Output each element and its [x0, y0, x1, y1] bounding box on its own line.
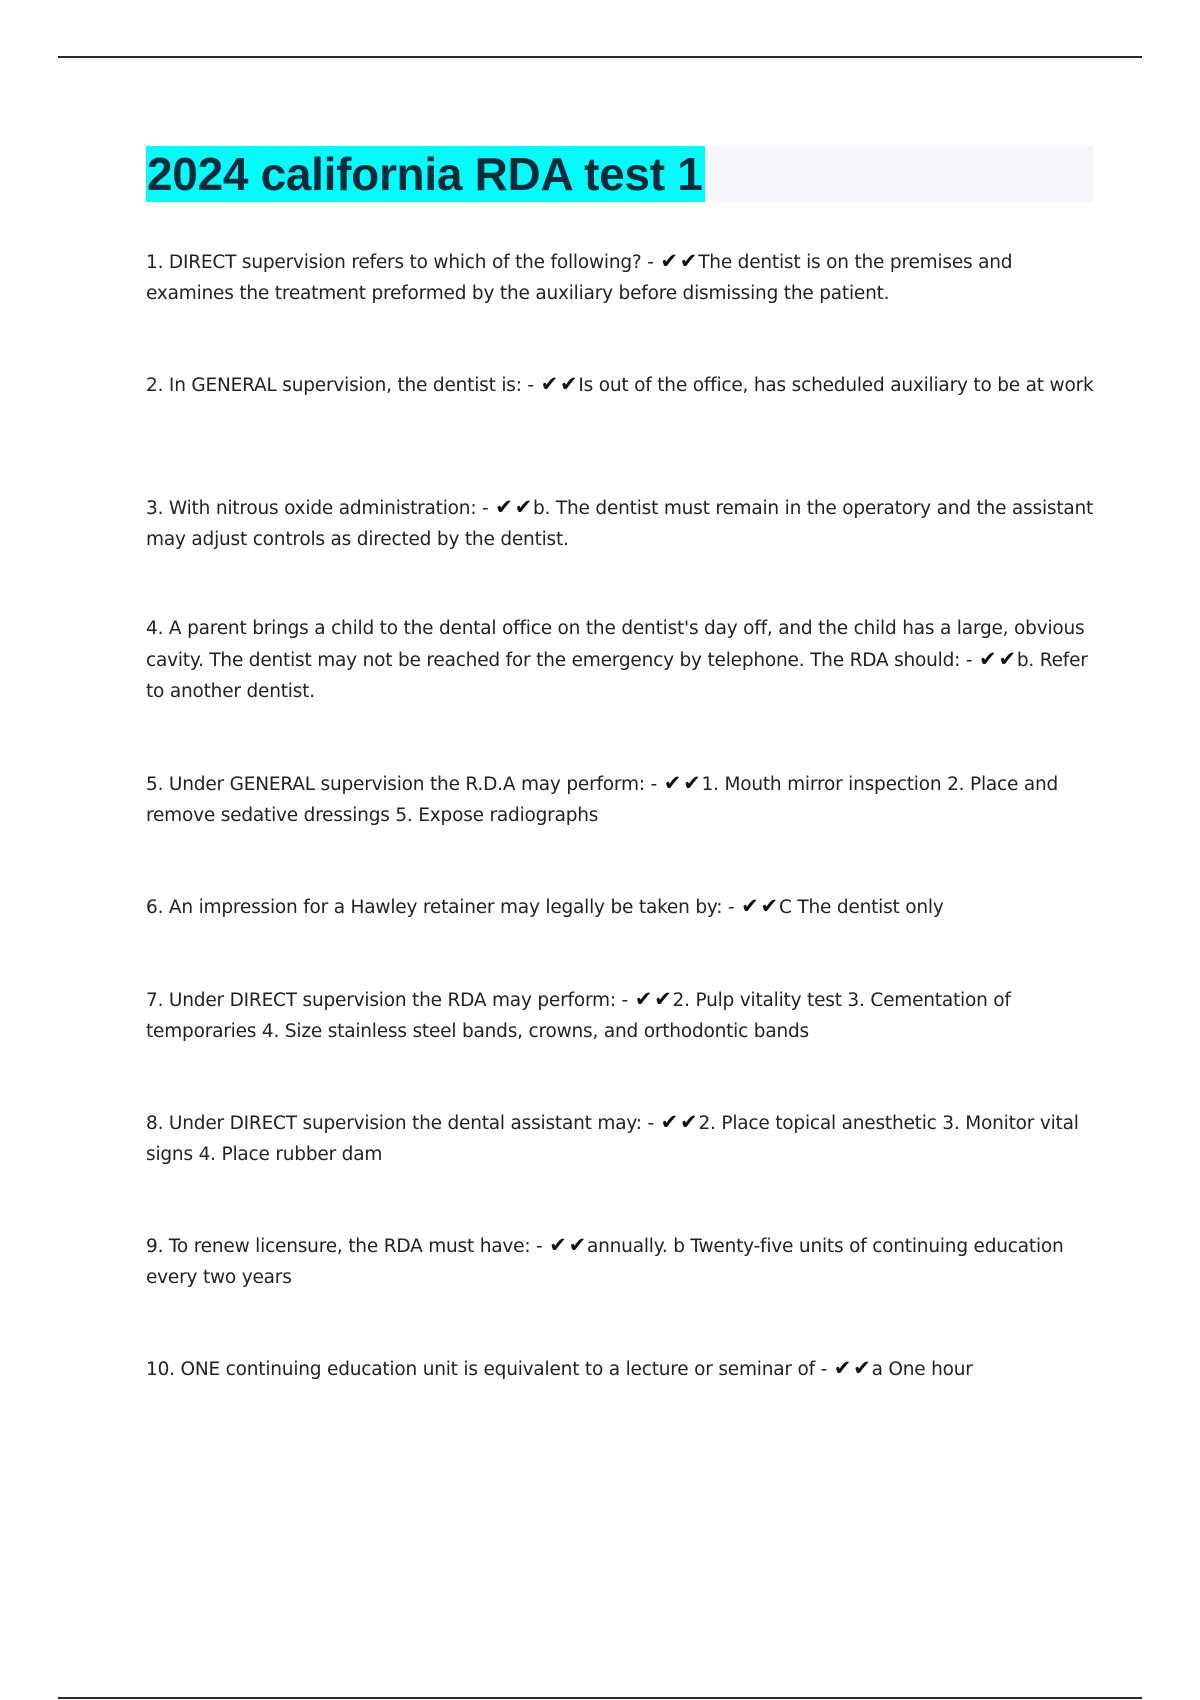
question-text: 3. With nitrous oxide administration: -	[146, 498, 495, 519]
check-icon: ✔	[540, 372, 558, 396]
answer-text: Is out of the office, has scheduled auxiliary to be at work	[578, 375, 1094, 396]
answer-text: 2. Pulp vitality test 3. Cementation of temporaries 4. Size stainless steel bands, crowns, and orthodontic bands	[146, 990, 1011, 1042]
check-icon: ✔	[680, 1110, 698, 1134]
check-icon: ✔	[559, 372, 578, 396]
qa-item-9	[146, 1230, 1096, 1293]
question-text: 10. ONE continuing education unit is equivalent to a lecture or seminar of -	[146, 1359, 833, 1380]
bottom-rule	[58, 1697, 1142, 1699]
qa-item-6	[146, 891, 1096, 923]
question-text: 2. In GENERAL supervision, the dentist is: -	[146, 375, 540, 396]
answer-text: b. Refer to another dentist.	[146, 650, 1088, 702]
question-text: 5. Under GENERAL supervision the R.D.A may perform: -	[146, 774, 663, 795]
answer-text: 1. Mouth mirror inspection 2. Place and remove sedative dressings 5. Expose radiographs	[146, 774, 1059, 826]
answer-text: annually. b Twenty-five units of continuing education every two years	[146, 1236, 1064, 1288]
check-icon: ✔	[660, 249, 678, 273]
qa-item-5	[146, 768, 1096, 831]
check-icon: ✔	[495, 495, 513, 519]
question-text: 7. Under DIRECT supervision the RDA may perform: -	[146, 990, 634, 1011]
answer-text: 2. Place topical anesthetic 3. Monitor vital signs 4. Place rubber dam	[146, 1113, 1079, 1165]
check-icon: ✔	[660, 1110, 679, 1134]
check-icon: ✔	[979, 647, 997, 671]
qa-item-10	[146, 1353, 1096, 1385]
qa-item-4	[146, 613, 1096, 707]
qa-item-3	[146, 492, 1096, 555]
qa-item-2	[146, 369, 1096, 401]
check-icon: ✔	[833, 1356, 852, 1380]
check-icon: ✔	[683, 771, 701, 795]
question-text: 4. A parent brings a child to the dental office on the dentist's day off, and the child has a large, obvious cavity. The dentist may not be reached for the emergency by telephone. The RDA should: -	[146, 618, 1085, 671]
question-text: 9. To renew licensure, the RDA must have: -	[146, 1236, 549, 1257]
answer-text: b. The dentist must remain in the operatory and the assistant may adjust controls as directed by the dentist.	[146, 498, 1094, 550]
qa-item-1	[146, 246, 1096, 309]
document-title: 2024 california RDA test 1	[147, 148, 703, 200]
check-icon: ✔	[853, 1356, 871, 1380]
check-icon: ✔	[998, 647, 1016, 671]
top-rule	[58, 56, 1142, 58]
check-icon: ✔	[514, 495, 533, 519]
question-text: 1. DIRECT supervision refers to which of the following? -	[146, 252, 660, 273]
qa-item-8	[146, 1107, 1096, 1170]
qa-item-7	[146, 984, 1096, 1047]
check-icon: ✔	[634, 987, 653, 1011]
check-icon: ✔	[741, 894, 759, 918]
check-icon: ✔	[760, 894, 778, 918]
check-icon: ✔	[568, 1233, 586, 1257]
check-icon: ✔	[679, 249, 698, 273]
question-text: 8. Under DIRECT supervision the dental assistant may: -	[146, 1113, 660, 1134]
check-icon: ✔	[654, 987, 672, 1011]
question-text: 6. An impression for a Hawley retainer may legally be taken by: -	[146, 897, 741, 918]
answer-text: a One hour	[871, 1359, 973, 1380]
answer-text: The dentist is on the premises and examines the treatment preformed by the auxiliary before dismissing the patient.	[146, 252, 1013, 304]
check-icon: ✔	[663, 771, 682, 795]
check-icon: ✔	[549, 1233, 567, 1257]
answer-text: C The dentist only	[778, 897, 944, 918]
